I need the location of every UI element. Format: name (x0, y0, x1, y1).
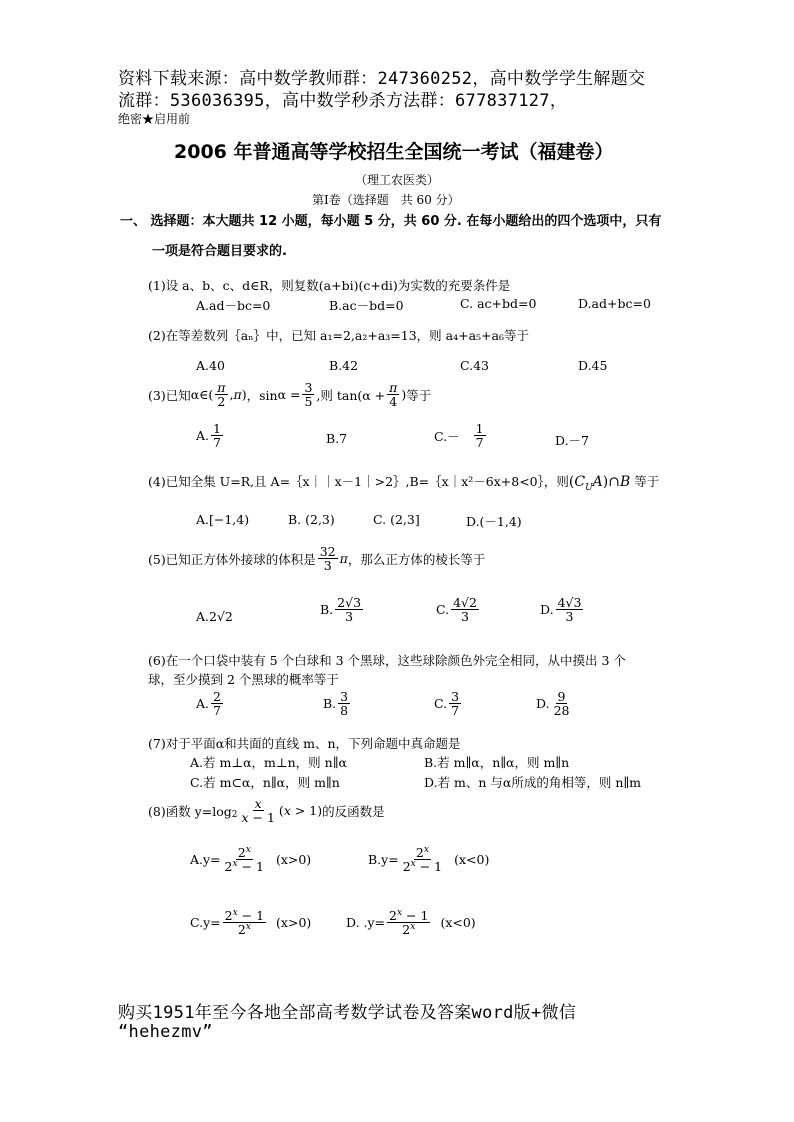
q8-option-b: B.y= $\frac{2^x}{2^x - 1}$ (x<0) (368, 845, 490, 875)
q5-option-c: C. $\frac{4√2}{3}$ (436, 595, 477, 625)
question-6-stem-2: 球，至少摸到 2 个黑球的概率等于 (148, 672, 339, 687)
question-3-stem: (3)已知 α∈( $\frac{\pi}{2}$ ,π) ，sin α = $\frac{3}{5}$ ,则 tan(α + $\frac{\pi}{4}$ ) 等于 (148, 380, 432, 410)
exam-subtitle: （理工农医类） (355, 173, 440, 187)
q3-option-d: D.－7 (555, 433, 590, 448)
q7-option-b: B.若 m∥α，n∥α，则 m∥n (424, 755, 570, 770)
q7-option-d: D.若 m、n 与α所成的角相等，则 n∥m (424, 775, 641, 790)
q4-option-d: D.(－1,4) (466, 514, 522, 529)
question-6-stem-1: (6)在一个口袋中装有 5 个白球和 3 个黑球，这些球除颜色外完全相同，从中摸出 3 个 (148, 653, 626, 668)
q7-option-c: C.若 m⊂α，n∥α，则 m∥n (190, 775, 340, 790)
q3-option-a: A. $\frac{1}{7}$ (196, 421, 221, 451)
q5-option-a: A.2√2 (196, 609, 233, 624)
q6-option-a: A. $\frac{2}{7}$ (196, 689, 221, 719)
q1-option-c: C. ac+bd=0 (460, 296, 537, 311)
q6-option-b: B. $\frac{3}{8}$ (323, 689, 349, 719)
question-5-stem: (5)已知正方体外接球的体积是 $\frac{32}{3}$ π ，那么正方体的棱长等于 (148, 544, 486, 574)
question-8-stem: (8)函数 y=log $_2$ $\frac{x}{x - 1}$ (x > 1) 的反函数是 (148, 796, 385, 826)
secret-label: 绝密★启用前 (118, 112, 191, 126)
q1-option-a: A.ad－bc=0 (196, 298, 271, 313)
q7-option-a: A.若 m⊥α，m⊥n，则 n∥α (190, 755, 347, 770)
footer-ad-line-2: “hehezmv” (118, 1022, 213, 1042)
q4-option-a: A.[−1,4) (196, 512, 250, 527)
section-instruction-1: 一、 选择题：本大题共 12 小题，每小题 5 分，共 60 分. 在每小题给出的四个选项中，只有 (120, 214, 662, 229)
ad-line-1: 资料下载来源：高中数学教师群：247360252，高中数学学生解题交 (118, 69, 646, 89)
q8-option-c: C.y= $\frac{2^x - 1}{2^x}$ (x>0) (190, 908, 312, 938)
q6-option-c: C. $\frac{3}{7}$ (434, 689, 460, 719)
q2-option-a: A.40 (196, 358, 225, 373)
section-instruction-2: 一项是符合题目要求的. (152, 244, 287, 259)
ad-line-2: 流群：536036395，高中数学秒杀方法群：677837127， (118, 91, 568, 111)
q4-option-b: B. (2,3) (288, 512, 335, 527)
q5-option-b: B. $\frac{2√3}{3}$ (320, 595, 362, 625)
q8-option-a: A.y= $\frac{2^x}{2^x - 1}$ (x>0) (190, 845, 312, 875)
q5-option-d: D. $\frac{4√3}{3}$ (540, 595, 582, 625)
exam-title: 2006 年普通高等学校招生全国统一考试（福建卷） (174, 141, 614, 163)
part-heading: 第Ⅰ卷（选择题 共 60 分） (312, 193, 460, 207)
q6-option-d: D. $\frac{9}{28}$ (536, 689, 570, 719)
q4-option-c: C. (2,3] (373, 512, 420, 527)
q3-option-b: B.7 (326, 431, 348, 446)
q2-option-c: C.43 (460, 358, 489, 373)
q3-option-c: C.－ $\frac{1}{7}$ (434, 421, 484, 451)
question-4-stem: (4)已知全集 U=R,且 A=｛x｜｜x－1｜>2｝,B=｛x｜x²－6x+8<0｝，则$(C_UA)\cap B$ 等于 (148, 474, 660, 493)
footer-ad-line-1: 购买1951年至今各地全部高考数学试卷及答案word版+微信 (118, 1003, 577, 1023)
question-7-stem: (7)对于平面α和共面的直线 m、n，下列命题中真命题是 (148, 736, 461, 751)
q1-option-b: B.ac－bd=0 (329, 298, 404, 313)
q2-option-d: D.45 (578, 358, 608, 373)
question-1-stem: (1)设 a、b、c、d∈R，则复数(a+bi)(c+di)为实数的充要条件是 (148, 278, 511, 293)
q1-option-d: D.ad+bc=0 (578, 296, 651, 311)
q8-option-d: D. .y= $\frac{2^x - 1}{2^x}$ (x<0) (346, 908, 476, 938)
question-2-stem: (2)在等差数列｛aₙ｝中，已知 a₁=2,a₂+a₃=13，则 a₄+a₅+a₆等于 (148, 328, 529, 343)
q2-option-b: B.42 (329, 358, 359, 373)
